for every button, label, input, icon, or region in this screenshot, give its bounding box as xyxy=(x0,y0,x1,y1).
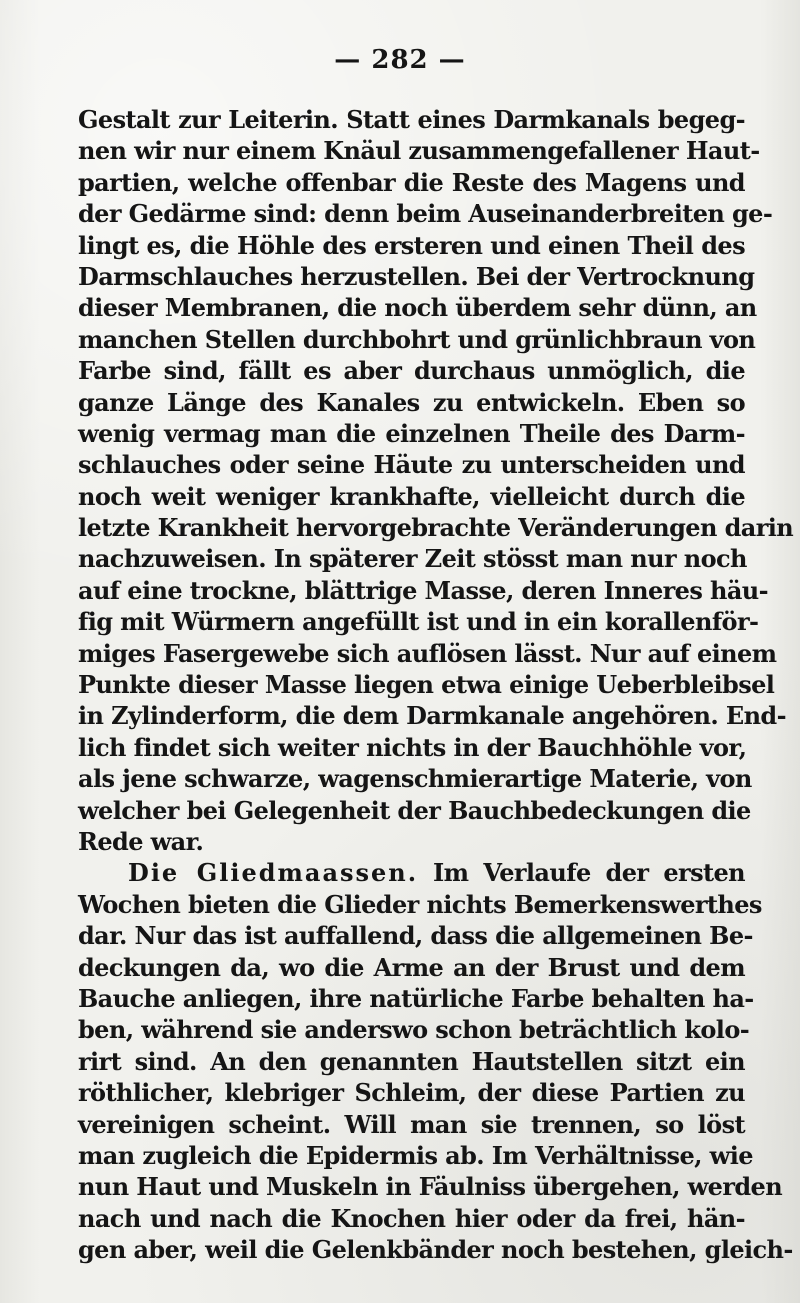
page-number: — 282 — xyxy=(334,45,466,75)
text-line: ganze Länge des Kanales zu entwickeln. Eben so xyxy=(78,387,745,417)
text-line: röthlicher, klebriger Schleim, der diese Partien zu xyxy=(78,1078,745,1108)
text-line: manchen Stellen durchbohrt und grünlichbraun von xyxy=(78,324,756,354)
text-line: in Zylinderform, die dem Darmkanale angehören. End- xyxy=(78,701,786,731)
text-line: dieser Membranen, die noch überdem sehr dünn, an xyxy=(78,293,757,323)
text-line: man zugleich die Epidermis ab. Im Verhältnisse, wie xyxy=(78,1140,753,1170)
text-line: partien, welche offenbar die Reste des Magens und xyxy=(78,167,745,197)
text-line-fragment: Im Verlaufe der ersten xyxy=(433,858,745,888)
text-line: Wochen bieten die Glieder nichts Bemerkenswerthes xyxy=(78,889,762,919)
text-line: vereinigen scheint. Will man sie trennen, so löst xyxy=(78,1109,745,1139)
text-line: als jene schwarze, wagenschmierartige Materie, von xyxy=(78,764,752,794)
text-line: miges Fasergewebe sich auflösen lässt. Nur auf einem xyxy=(78,638,777,668)
text-line: noch weit weniger krankhafte, vielleicht durch die xyxy=(78,481,745,511)
text-line: Punkte dieser Masse liegen etwa einige Ueberbleibsel xyxy=(78,670,775,700)
text-line: nen wir nur einem Knäul zusammengefallener Haut- xyxy=(78,136,760,166)
text-line: deckungen da, wo die Arme an der Brust und dem xyxy=(78,952,745,982)
text-line: Bauche anliegen, ihre natürliche Farbe behalten ha- xyxy=(78,983,754,1013)
text-line: nun Haut und Muskeln in Fäulniss übergehen, werden xyxy=(78,1172,783,1202)
text-line: lich findet sich weiter nichts in der Bauchhöhle vor, xyxy=(78,732,747,762)
text-line: nach und nach die Knochen hier oder da frei, hän- xyxy=(78,1203,745,1233)
text-line: auf eine trockne, blättrige Masse, deren Inneres häu- xyxy=(78,575,769,605)
section-first-line xyxy=(78,857,745,888)
text-line: lingt es, die Höhle des ersteren und einen Theil des xyxy=(78,230,745,260)
text-line: Rede war. xyxy=(78,826,204,856)
text-line: ben, während sie anderswo schon beträchtlich kolo- xyxy=(78,1015,750,1045)
text-line: schlauches oder seine Häute zu unterscheiden und xyxy=(78,450,745,480)
body-text xyxy=(78,104,794,1265)
text-line: rirt sind. An den genannten Hautstellen sitzt ein xyxy=(78,1046,745,1076)
text-line: welcher bei Gelegenheit der Bauchbedeckungen die xyxy=(78,795,751,825)
text-line: letzte Krankheit hervorgebrachte Veränderungen darin xyxy=(78,513,794,543)
text-line: fig mit Würmern angefüllt ist und in ein korallenför- xyxy=(78,607,759,637)
text-line: Farbe sind, fällt es aber durchaus unmöglich, die xyxy=(78,356,745,386)
text-line: Gestalt zur Leiterin. Statt eines Darmkanals begeg- xyxy=(78,105,745,134)
section-heading: Die Gliedmaassen. xyxy=(128,858,419,888)
text-line: dar. Nur das ist auffallend, dass die allgemeinen Be- xyxy=(78,921,753,951)
text-line: gen aber, weil die Gelenkbänder noch bestehen, gleich- xyxy=(78,1235,793,1265)
text-line: der Gedärme sind: denn beim Auseinanderbreiten ge- xyxy=(78,199,773,229)
text-line: Darmschlauches herzustellen. Bei der Vertrocknung xyxy=(78,261,755,291)
text-line: nachzuweisen. In späterer Zeit stösst man nur noch xyxy=(78,544,747,574)
text-line: wenig vermag man die einzelnen Theile des Darm- xyxy=(78,418,745,448)
